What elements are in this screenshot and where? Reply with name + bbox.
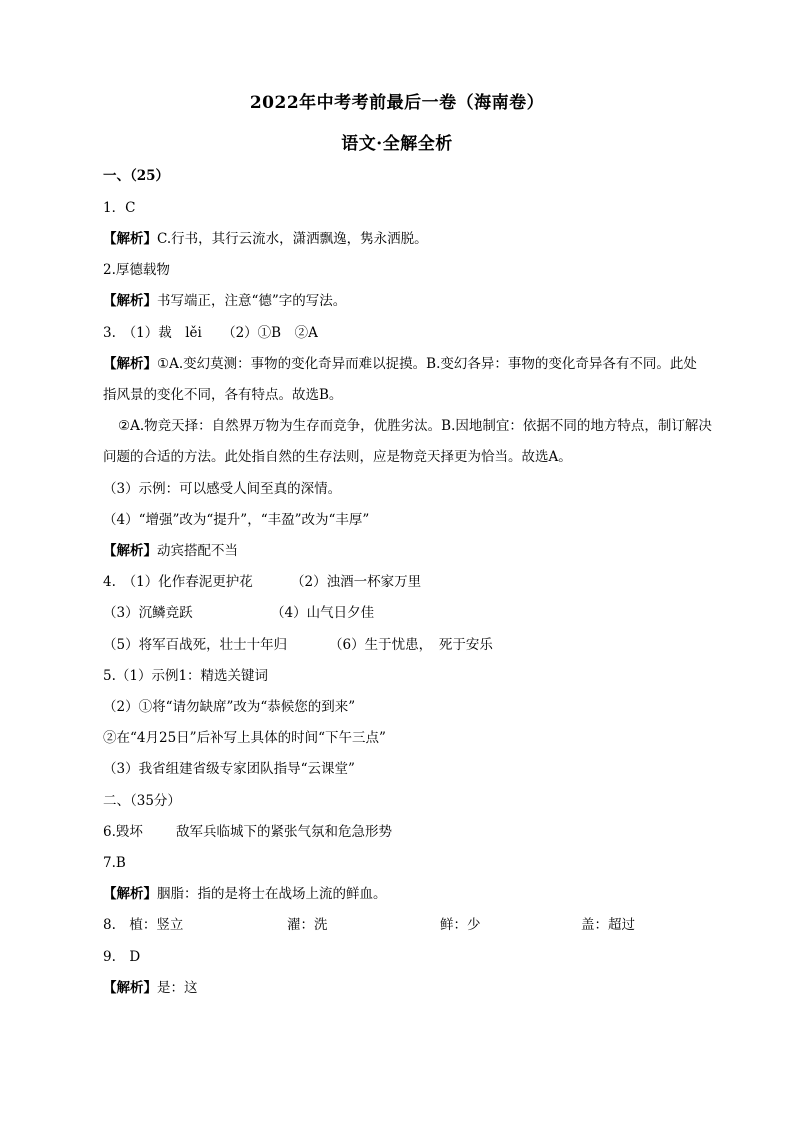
analysis-text: 书写端正，注意“德”字的写法。 [157,293,347,309]
answer-q5-1: 5.（1）示例1：精选关键词 [103,668,269,684]
analysis-q3-4 [103,542,238,560]
analysis-text: 动宾搭配不当 [157,543,238,559]
analysis-text: 是：这 [157,980,198,996]
analysis-q2 [103,292,346,310]
analysis-tag: 【解析】 [103,356,157,372]
analysis-text: ①A.变幻莫测：事物的变化奇异而难以捉摸。B.变幻各异：事物的变化奇异各有不同。此处 [157,356,697,372]
analysis-q1 [103,230,428,248]
section-heading-2: 二、（35分） [103,793,181,809]
answer-q4-row2 [103,604,375,622]
answer-q6-2: 敌军兵临城下的紧张气氛和危急形势 [176,824,392,840]
answer-q8-1: 8. 植：竖立 [103,917,184,933]
answer-q6-1: 6.毁坏 [103,824,143,840]
answer-q4-2: （2）浊酒一杯家万里 [291,574,422,590]
answer-q4-6: （6）生于忧患， 死于安乐 [329,637,493,653]
answer-q5-2: （2）①将“请勿缺席”改为“恭候您的到来” [103,699,356,715]
page-title: 2022年中考考前最后一卷（海南卷） [249,93,545,113]
answer-q8-3: 鲜：少 [440,917,481,933]
analysis-tag: 【解析】 [103,293,157,309]
analysis-q3-line2: 指风景的变化不同，各有特点。故选B。 [103,387,343,403]
answer-q5-4: （3）我省组建省级专家团队指导“云课堂” [103,761,355,777]
answer-q8-4: 盖：超过 [581,917,635,933]
answer-q4-1: 4. （1）化作春泥更护花 [103,574,253,590]
analysis-q3-line1 [103,355,697,373]
analysis-tag: 【解析】 [103,980,157,996]
answer-q3: 3. （1）裁 lěi （2）①B ②A [103,325,318,341]
answer-q4-4: （4）山气日夕佳 [271,605,375,621]
analysis-q7 [103,885,387,903]
page-subtitle: 语文·全解全析 [341,134,453,154]
answer-q1: 1．C [103,200,136,216]
answer-q4-row3 [103,636,493,654]
section-heading-1: 一、（25） [103,168,170,184]
answer-q4-row1 [103,573,422,591]
analysis-q3-line3: ②A.物竞天择：自然界万物为生存而竞争，优胜劣汰。B.因地制宜：依据不同的地方特点，制订解决 [118,418,712,434]
answer-q2: 2.厚德载物 [103,262,170,278]
analysis-tag: 【解析】 [103,543,157,559]
answer-q6 [103,823,392,841]
answer-q4-3: （3）沉鳞竞跃 [103,605,193,621]
answer-q3-4: （4）“增强”改为“提升”，“丰盈”改为“丰厚” [103,512,370,528]
analysis-tag: 【解析】 [103,231,157,247]
answer-q8 [103,916,635,934]
analysis-q3-line4: 问题的合适的方法。此处指自然的生存法则，应是物竞天择更为恰当。故选A。 [103,449,572,465]
answer-q7: 7.B [103,855,126,871]
analysis-tag: 【解析】 [103,886,157,902]
answer-q9: 9. D [103,949,141,965]
answer-q8-2: 濯：洗 [287,917,328,933]
analysis-q9 [103,979,198,997]
answer-q3-3: （3）示例：可以感受人间至真的深情。 [103,481,342,497]
answer-q4-5: （5）将军百战死，壮士十年归 [103,637,288,653]
analysis-text: C.行书，其行云流水，潇洒飘逸，隽永洒脱。 [157,231,428,247]
analysis-text: 胭脂：指的是将士在战场上流的鲜血。 [157,886,387,902]
answer-q5-3: ②在“4月25日”后补写上具体的时间“下午三点” [103,730,386,746]
